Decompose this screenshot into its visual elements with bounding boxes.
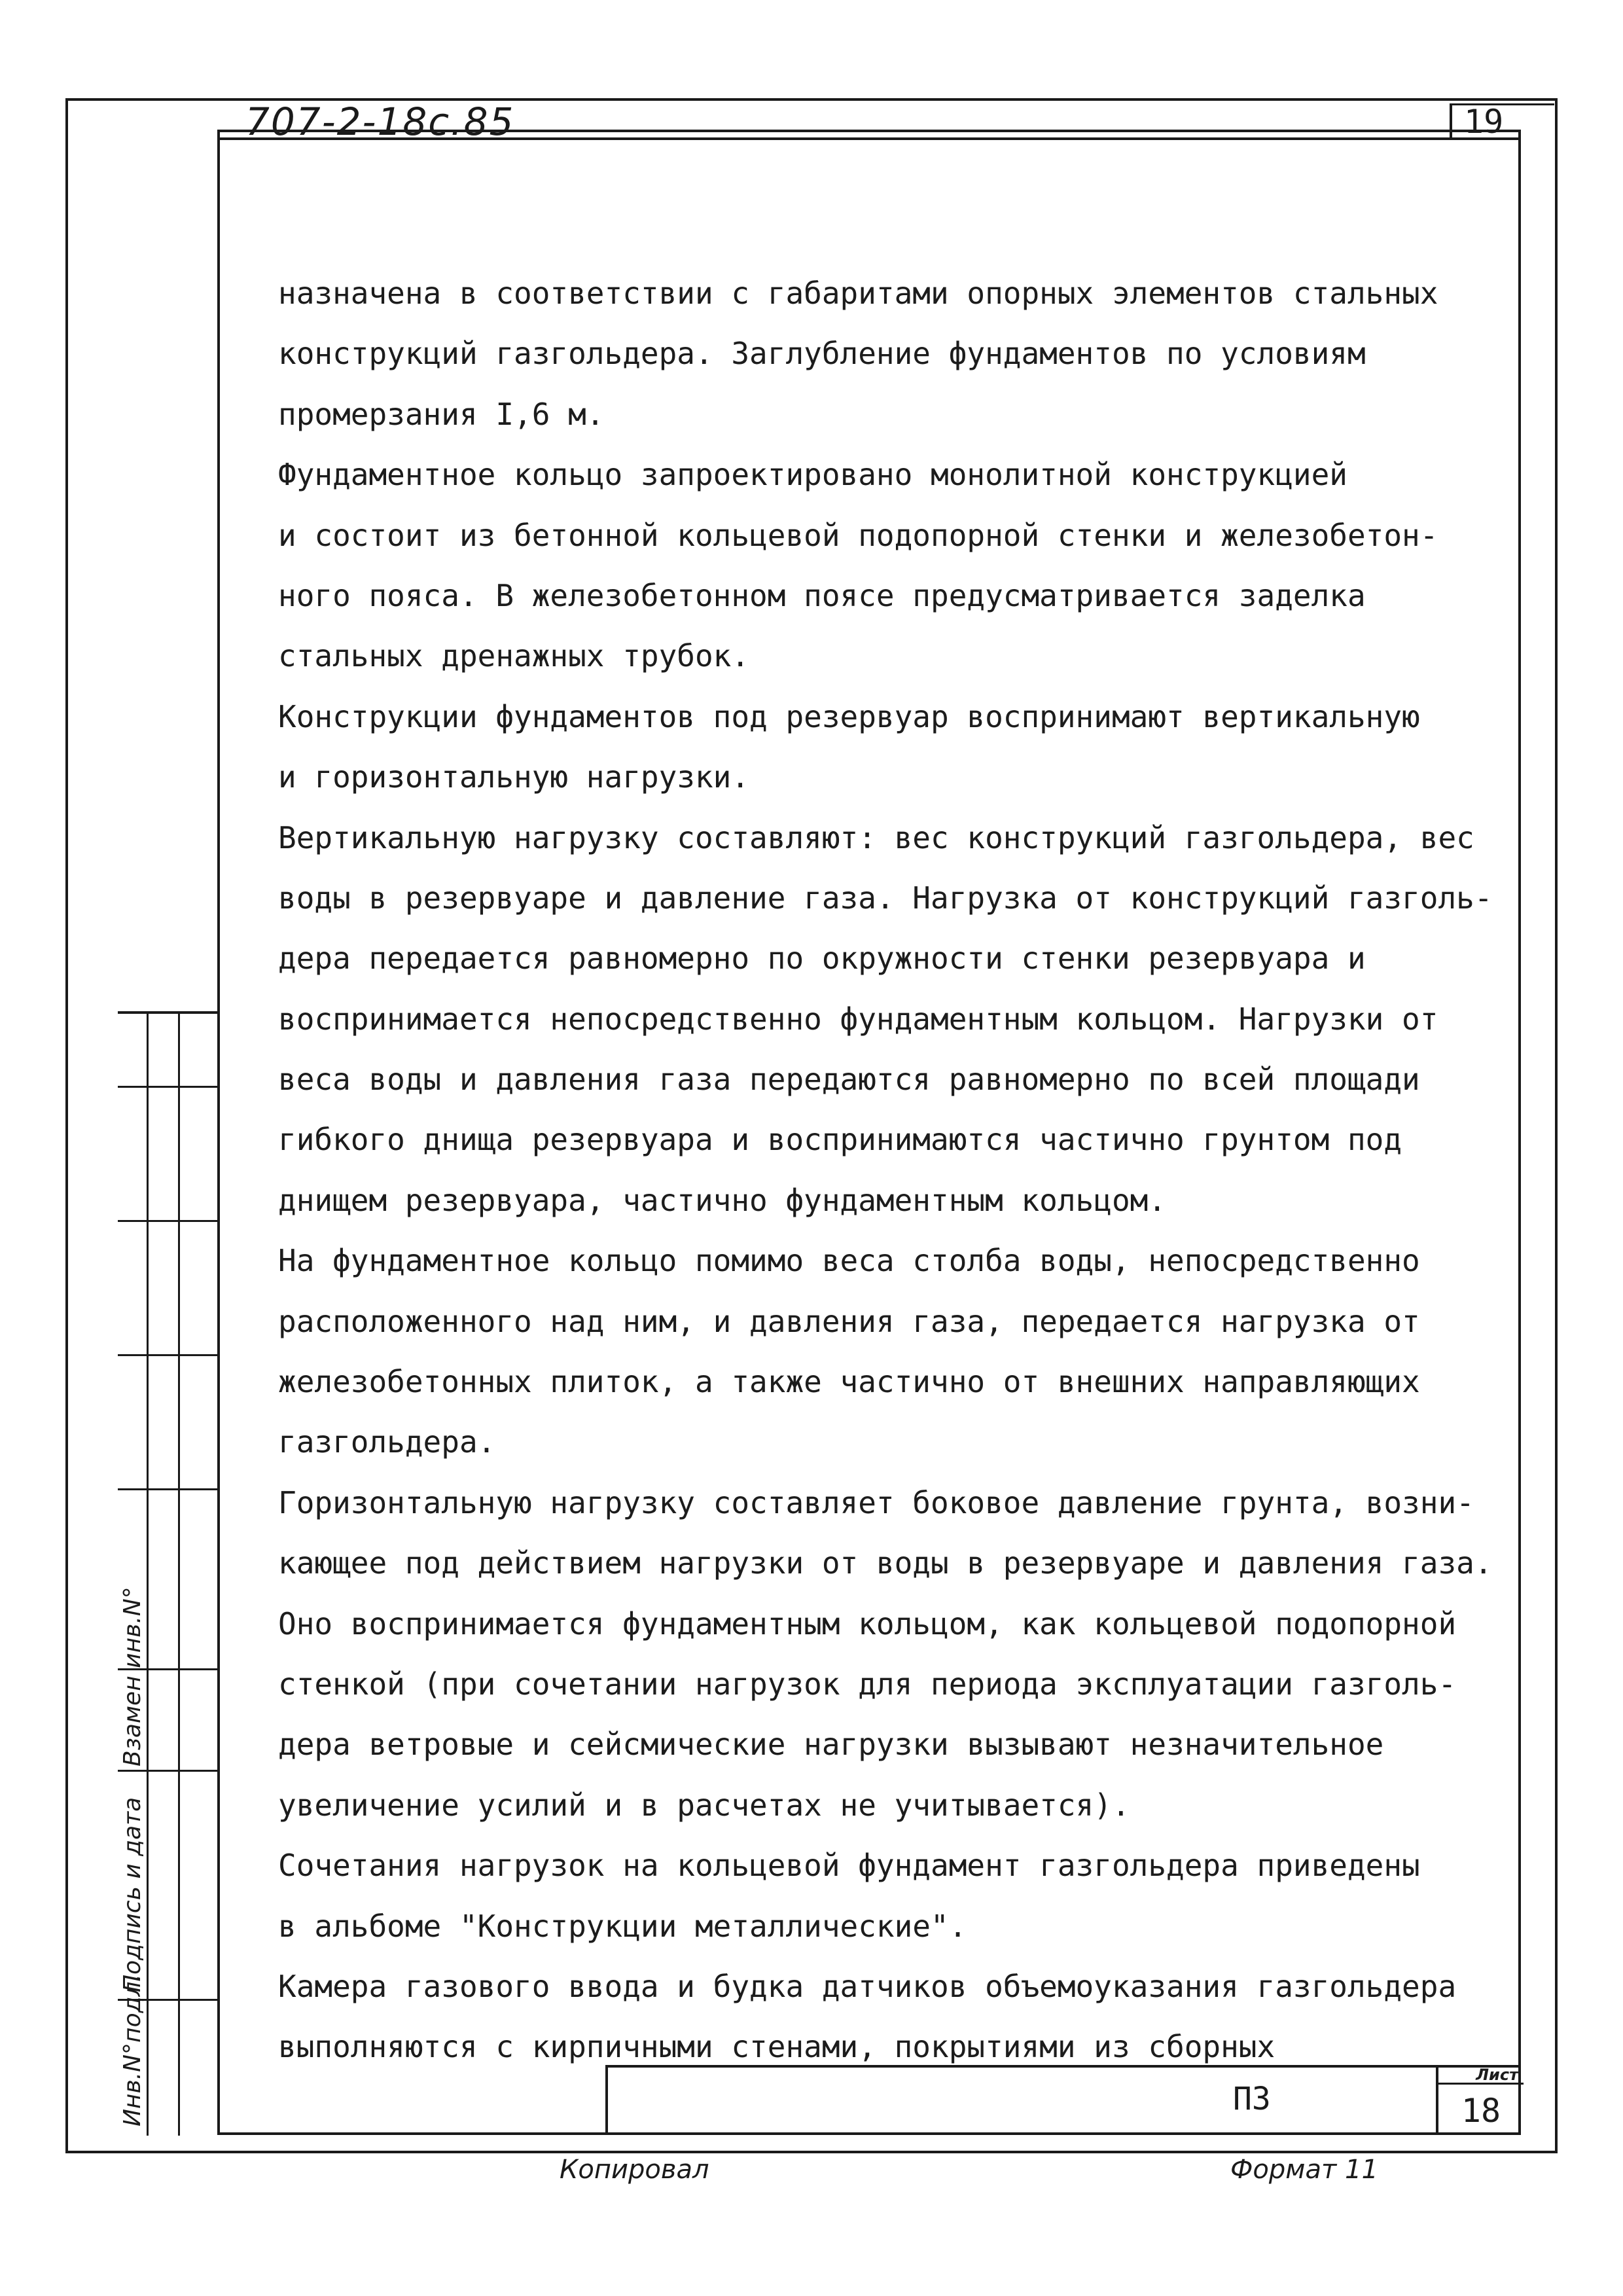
text-line: ного пояса. В железобетонном поясе предусматривается заделка <box>278 577 1366 613</box>
footer-copied: Копировал <box>560 2155 709 2185</box>
text-line: воспринимается непосредственно фундаментным кольцом. Нагрузки от <box>278 1001 1438 1037</box>
top-page-number: 19 <box>1450 103 1554 139</box>
text-line: Оно воспринимается фундаментным кольцом, как кольцевой подопорной <box>278 1605 1457 1641</box>
text-line: кающее под действием нагрузки от воды в резервуаре и давления газа. <box>278 1545 1493 1581</box>
text-line: Фундаментное кольцо запроектировано монолитной конструкцией <box>278 457 1347 493</box>
text-line: выполняются с кирпичными стенами, покрытиями из сборных <box>278 2029 1275 2065</box>
text-line: промерзания I,6 м. <box>278 396 605 432</box>
sheet-number: 18 <box>1461 2092 1501 2130</box>
document-code: 707-2-18с.85 <box>245 99 515 144</box>
stamp-divider <box>118 1086 217 1088</box>
text-line: увеличение усилий и в расчетах не учитывается). <box>278 1787 1130 1823</box>
stamp-divider <box>118 1220 217 1222</box>
margin-stamp: Инв.N°подл. Подпись и дата Взамен инв.N° <box>118 1011 217 2136</box>
text-line: в альбоме "Конструкции металлические". <box>278 1908 967 1944</box>
text-line: и состоит из бетонной кольцевой подопорной стенки и железобетон- <box>278 517 1438 553</box>
text-line: железобетонных плиток, а также частично от внешних направляющих <box>278 1364 1420 1400</box>
text-line: газгольдера. <box>278 1424 496 1460</box>
footer-format: Формат 11 <box>1230 2155 1378 2185</box>
text-line: Камера газового ввода и будка датчиков объемоуказания газгольдера <box>278 1968 1457 2004</box>
header-rule <box>217 137 1521 140</box>
text-line: и горизонтальную нагрузки. <box>278 759 750 795</box>
stamp-divider <box>118 1354 217 1356</box>
text-line: На фундаментное кольцо помимо веса столба воды, непосредственно <box>278 1243 1420 1279</box>
stamp-divider <box>178 1014 180 2136</box>
text-line: стенкой (при сочетании нагрузок для периода эксплуатации газголь- <box>278 1666 1457 1702</box>
sheet-number-cell <box>1436 2065 1524 2135</box>
stamp-divider <box>118 1488 217 1490</box>
text-line: днищем резервуара, частично фундаментным кольцом. <box>278 1182 1167 1218</box>
body-text <box>278 263 1518 2077</box>
text-line: Конструкции фундаментов под резервуар воспринимают вертикальную <box>278 698 1420 734</box>
text-line: конструкций газгольдера. Заглубление фундаментов по условиям <box>278 336 1366 372</box>
text-line: назначена в соответствии с габаритами опорных элементов стальных <box>278 276 1438 311</box>
text-line: воды в резервуаре и давление газа. Нагрузка от конструкций газголь- <box>278 880 1493 916</box>
text-line: веса воды и давления газа передаются равномерно по всей площади <box>278 1062 1420 1098</box>
text-line: гибкого днища резервуара и воспринимаются частично грунтом под <box>278 1122 1402 1158</box>
stamp-divider <box>118 1770 217 1772</box>
text-line: дера ветровые и сейсмические нагрузки вызывают незначительное <box>278 1727 1384 1763</box>
text-line: стальных дренажных трубок. <box>278 638 750 674</box>
title-block <box>605 2065 1521 2135</box>
text-line: дера передается равномерно по окружности стенки резервуара и <box>278 941 1366 977</box>
text-line: Вертикальную нагрузку составляют: вес конструкций газгольдера, вес <box>278 819 1474 855</box>
sheet-label: Лист <box>1438 2065 1524 2085</box>
text-line: Горизонтальную нагрузку составляет боковое давление грунта, возни- <box>278 1484 1474 1520</box>
stamp-divider <box>147 1014 149 2136</box>
text-line: расположенного над ним, и давления газа, передается нагрузка от <box>278 1303 1420 1339</box>
text-line: Сочетания нагрузок на кольцевой фундамент газгольдера приведены <box>278 1848 1420 1884</box>
title-block-doc-label: ПЗ <box>1233 2081 1271 2117</box>
